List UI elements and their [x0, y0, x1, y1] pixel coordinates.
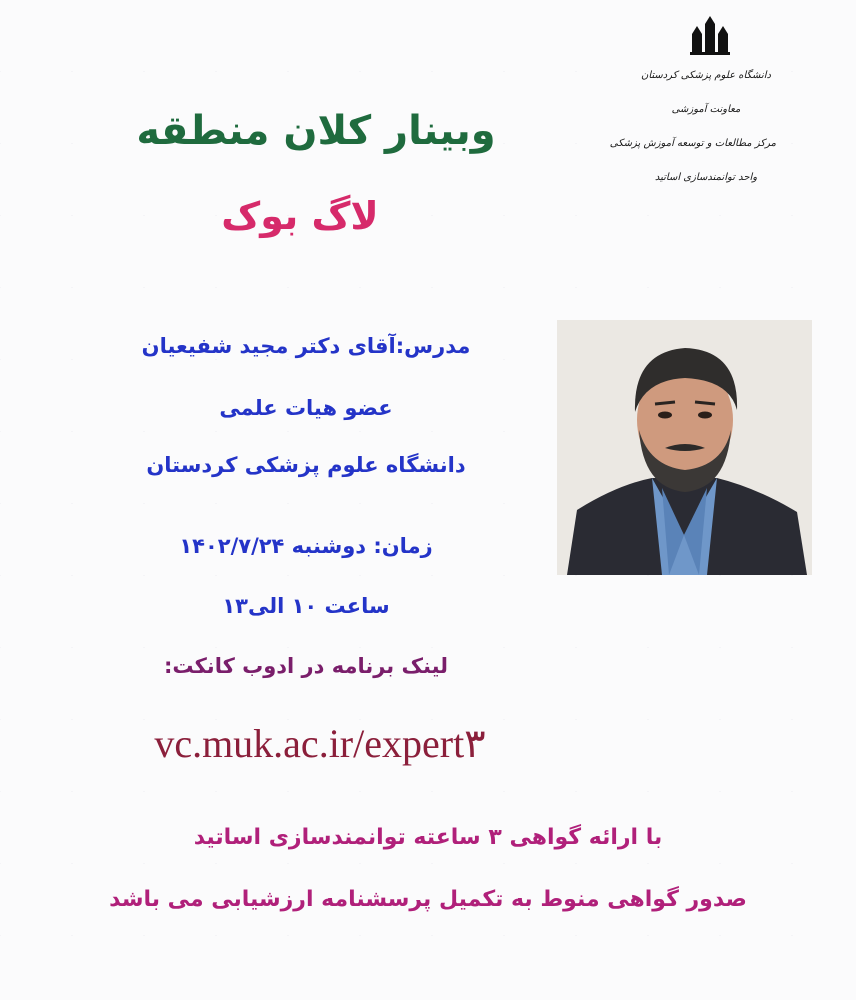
- program-link[interactable]: vc.muk.ac.ir/expert۳: [154, 721, 486, 766]
- lecturer-name: مدرس:آقای دکتر مجید شفیعیان: [141, 334, 471, 358]
- university-emblem-icon: [688, 14, 732, 56]
- logo-text-unit: واحد توانمندسازی اساتید: [654, 172, 758, 183]
- page-title: وبینار کلان منطقه: [136, 108, 496, 154]
- certificate-condition: صدور گواهی منوط به تکمیل پرسشنامه ارزشیابی می باشد: [109, 887, 747, 912]
- lecturer-affiliation: دانشگاه علوم پزشکی کردستان: [146, 453, 466, 477]
- page-subtitle: لاگ بوک: [221, 194, 379, 238]
- lecturer-photo: [557, 320, 812, 575]
- link-label: لینک برنامه در ادوب کانکت:: [163, 654, 449, 678]
- lecturer-role: عضو هیات علمی: [219, 396, 393, 420]
- event-date: زمان: دوشنبه ۱۴۰۲/۷/۲۴: [179, 534, 433, 558]
- logo-text-center: مرکز مطالعات و توسعه آموزش پزشکی: [609, 138, 776, 149]
- logo-text-university: دانشگاه علوم پزشکی کردستان: [641, 70, 771, 81]
- university-logo: [609, 14, 776, 194]
- certificate-note: با ارائه گواهی ۳ ساعته توانمندسازی اساتید: [193, 825, 663, 850]
- portrait-image: [557, 320, 812, 575]
- event-time: ساعت ۱۰ الی۱۳: [222, 594, 390, 618]
- logo-text-deputy: معاونت آموزشی: [671, 104, 741, 115]
